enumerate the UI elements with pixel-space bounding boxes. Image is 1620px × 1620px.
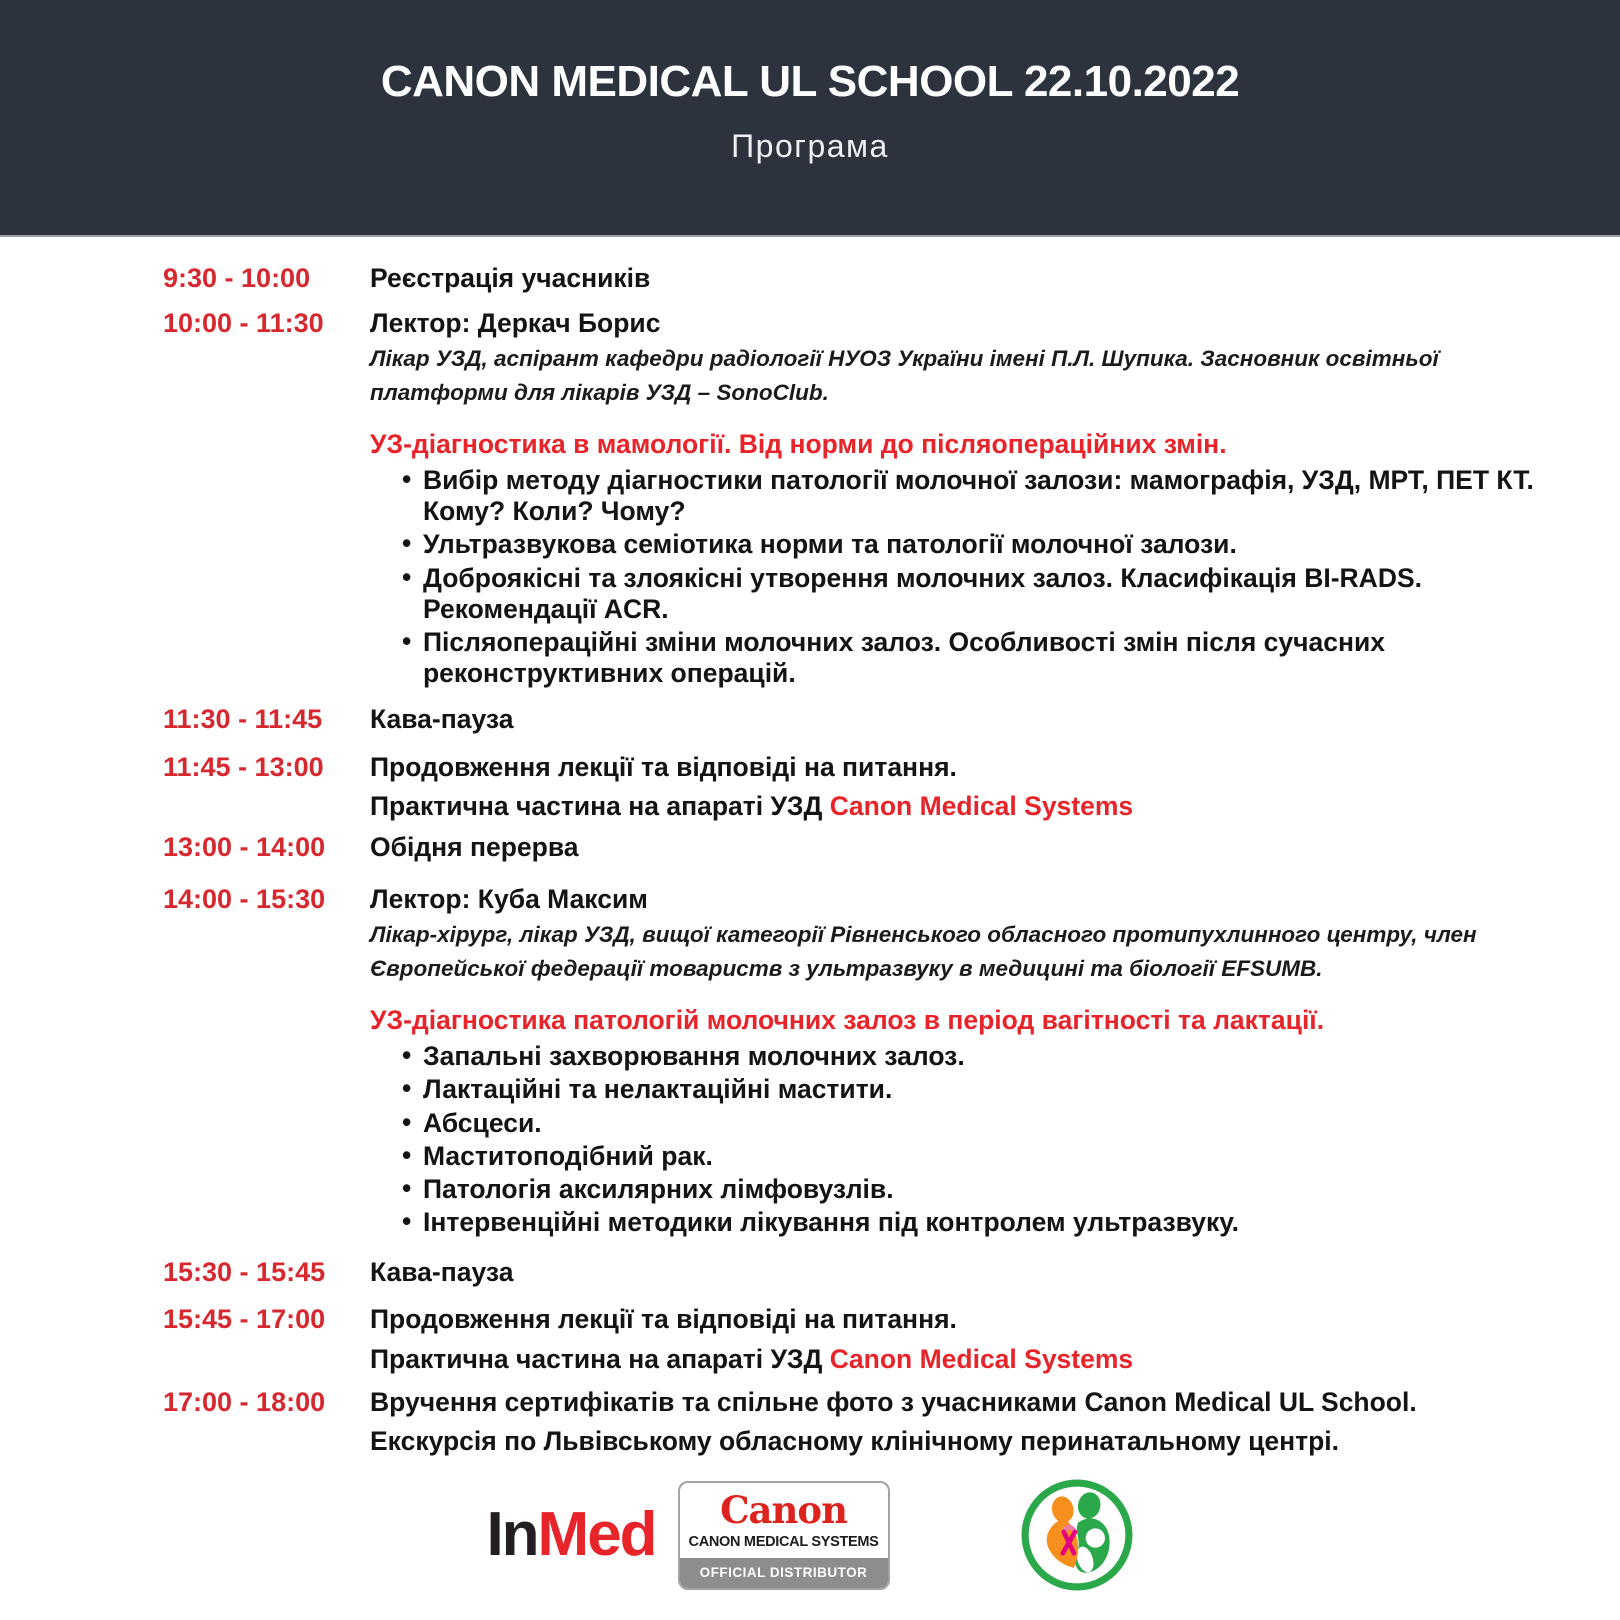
- official-distributor-label: OFFICIAL DISTRIBUTOR: [680, 1558, 888, 1588]
- inmed-logo: [486, 1500, 656, 1569]
- lecturer-bio: Лікар УЗД, аспірант кафедри радіології НУОЗ України імені П.Л. Шупика. Засновник освітньої платформи для лікарів УЗД – SonoClub.: [370, 346, 1439, 405]
- event-title: Кава-пауза: [370, 1256, 514, 1287]
- lecture-topic: УЗ-діагностика патологій молочних залоз в період вагітності та лактації.: [370, 1004, 1325, 1035]
- time-range: 9:30 - 10:00: [163, 263, 311, 293]
- time-range: 10:00 - 11:30: [163, 307, 324, 338]
- bullet-item: • Післяопераційні зміни молочних залоз. Особливості змін після сучасних реконструктивних операцій.: [400, 627, 1540, 690]
- time-range: 11:45 - 13:00: [163, 751, 324, 782]
- program-schedule: [0, 237, 1620, 1458]
- bullet-item: • Маститоподібний рак.: [400, 1141, 1540, 1172]
- schedule-row-lunch: [163, 832, 1540, 864]
- bullet-item: • Абсцеси.: [400, 1108, 1540, 1139]
- topic-bullet-list: [370, 1041, 1540, 1239]
- bullet-item: • Патологія аксилярних лімфовузлів.: [400, 1174, 1540, 1205]
- time-range: 13:00 - 14:00: [163, 832, 326, 863]
- inmed-logo-part1: In: [486, 1500, 538, 1569]
- practice-line: [370, 1344, 1540, 1375]
- practice-prefix: Практична частина на апараті УЗД: [370, 1343, 830, 1374]
- footer-logos: [0, 1478, 1620, 1592]
- topic-bullet-list: [370, 465, 1540, 690]
- page-title: CANON MEDICAL UL SCHOOL 22.10.2022: [380, 57, 1240, 106]
- schedule-row-coffee-1: [163, 704, 1540, 736]
- bullet-item: • Лактаційні та нелактаційні мастити.: [400, 1074, 1540, 1105]
- practice-line: [370, 791, 1540, 822]
- bullet-item: • Вибір методу діагностики патології молочної залози: мамографія, УЗД, МРТ, ПЕТ КТ. Кому? Коли? Чому?: [400, 465, 1540, 528]
- lecture-topic: УЗ-діагностика в мамології. Від норми до післяопераційних змін.: [370, 428, 1227, 459]
- event-title: Продовження лекції та відповіді на питання.: [370, 1304, 957, 1335]
- page-subtitle: Програма: [731, 128, 889, 165]
- canon-logo: Canon: [720, 1487, 847, 1532]
- schedule-row-coffee-2: [163, 1257, 1540, 1289]
- schedule-row-practice-2: [163, 1304, 1540, 1375]
- schedule-row-closing: [163, 1387, 1540, 1458]
- perinatal-center-logo: [1020, 1478, 1134, 1592]
- event-title: Вручення сертифікатів та спільне фото з учасниками Canon Medical UL School.: [370, 1387, 1417, 1418]
- header-banner: [0, 0, 1620, 237]
- schedule-row-lecture-1: [163, 308, 1540, 692]
- canon-distributor-badge: [678, 1481, 890, 1590]
- brand-highlight: Canon Medical Systems: [829, 1343, 1134, 1374]
- event-title: Реєстрація учасників: [370, 263, 651, 293]
- bullet-item: • Інтервенційні методики лікування під контролем ультразвуку.: [400, 1207, 1540, 1238]
- time-range: 17:00 - 18:00: [163, 1387, 326, 1418]
- brand-highlight: Canon Medical Systems: [829, 790, 1134, 821]
- inmed-logo-part2: Med: [537, 1500, 656, 1569]
- event-title: Продовження лекції та відповіді на питання.: [370, 751, 957, 782]
- event-subtitle: Екскурсія по Львівському обласному клінічному перинатальному центрі.: [370, 1426, 1340, 1457]
- event-title: Обідня перерва: [370, 832, 579, 863]
- schedule-row-lecture-2: [163, 884, 1540, 1241]
- bullet-item: • Запальні захворювання молочних залоз.: [400, 1041, 1540, 1072]
- time-range: 15:45 - 17:00: [163, 1304, 326, 1335]
- lecturer-name: Лектор: Деркач Борис: [370, 307, 661, 338]
- schedule-row-registration: [163, 263, 1540, 295]
- schedule-row-practice-1: [163, 752, 1540, 823]
- lecturer-name: Лектор: Куба Максим: [370, 884, 648, 914]
- practice-prefix: Практична частина на апараті УЗД: [370, 790, 830, 821]
- canon-medical-systems-label: CANON MEDICAL SYSTEMS: [688, 1533, 879, 1550]
- time-range: 14:00 - 15:30: [163, 884, 326, 914]
- bullet-item: • Доброякісні та злоякісні утворення молочних залоз. Класифікація BI-RADS. Рекомендації ACR.: [400, 563, 1540, 626]
- time-range: 15:30 - 15:45: [163, 1256, 326, 1287]
- time-range: 11:30 - 11:45: [163, 703, 323, 734]
- lecturer-bio: Лікар-хірург, лікар УЗД, вищої категорії Рівненського обласного протипухлинного центру, член Європейської федерації товариств з ультразвуку в медицині та біології EFSUMB.: [370, 922, 1477, 982]
- event-title: Кава-пауза: [370, 703, 514, 734]
- bullet-item: • Ультразвукова семіотика норми та патології молочної залози.: [400, 529, 1540, 560]
